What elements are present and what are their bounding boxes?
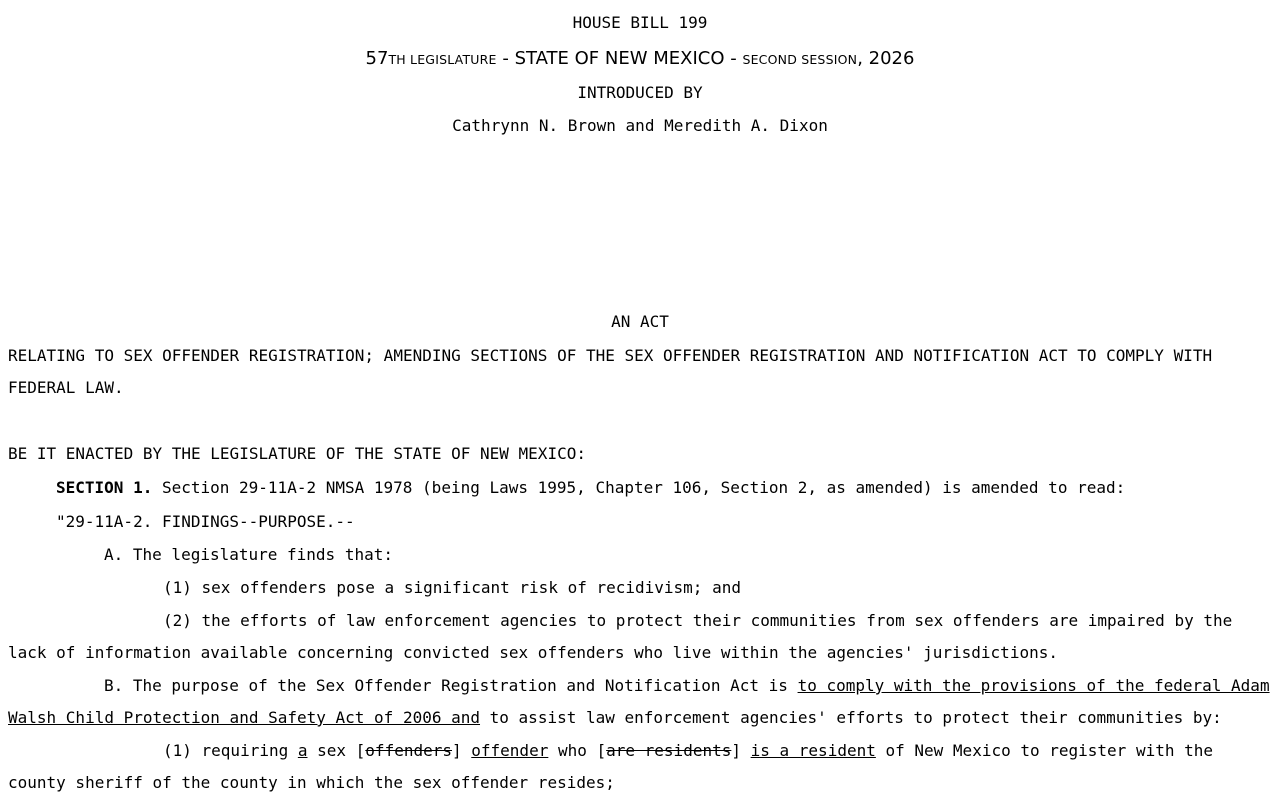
section-label: SECTION 1. (56, 478, 153, 497)
statute-heading: "29-11A-2. FINDINGS--PURPOSE.-- (56, 512, 355, 531)
legislature-word: TH LEGISLATURE (388, 52, 497, 67)
paragraph-b1-line-2: county sheriff of the county in which the sex offender resides; (8, 773, 615, 792)
paragraph-a2-line-1: (2) the efforts of law enforcement agencies to protect their communities from sex offenders are impaired by the (163, 611, 1233, 630)
text: of New Mexico to register with the (875, 741, 1214, 760)
text: (1) requiring (163, 741, 298, 760)
state-name: STATE OF NEW MEXICO (514, 48, 725, 69)
deleted-text: are residents (606, 741, 732, 760)
subsection-b-text: B. The purpose of the Sex Offender Registration and Notification Act is (104, 676, 798, 695)
inserted-text: is a resident (750, 741, 876, 760)
paragraph-a2-line-2: lack of information available concerning convicted sex offenders who live within the agencies' jurisdictions. (8, 643, 1058, 662)
text: sex [ (307, 741, 366, 760)
section-1-intro (56, 478, 1125, 498)
text: who [ (548, 741, 607, 760)
subsection-b-line-2 (8, 708, 1222, 728)
separator: - (724, 48, 743, 69)
subsection-a: A. The legislature finds that: (104, 545, 393, 564)
paragraph-a1: (1) sex offenders pose a significant risk of recidivism; and (163, 578, 741, 597)
section-text: Section 29-11A-2 NMSA 1978 (being Laws 1995, Chapter 106, Section 2, as amended) is amended to read: (152, 478, 1126, 497)
separator: - (496, 48, 515, 69)
paragraph-b1-line-1 (163, 741, 1213, 761)
legislature-line (0, 49, 1280, 70)
text: ] (452, 741, 472, 760)
session-year: , 2026 (857, 48, 915, 69)
subsection-b-line-1 (104, 676, 1270, 696)
deleted-text: offenders (365, 741, 452, 760)
act-title-line-1: RELATING TO SEX OFFENDER REGISTRATION; AMENDING SECTIONS OF THE SEX OFFENDER REGISTRATION AND NOTIFICATION ACT TO COMPLY WITH (8, 346, 1213, 365)
text: ] (731, 741, 751, 760)
inserted-text: offender (471, 741, 549, 760)
inserted-text: a (297, 741, 308, 760)
subsection-b-text: to assist law enforcement agencies' efforts to protect their communities by: (480, 708, 1222, 727)
introduced-by: INTRODUCED BY (577, 83, 703, 102)
bill-number: HOUSE BILL 199 (572, 13, 708, 32)
act-heading: AN ACT (611, 312, 669, 331)
legislature-number: 57 (365, 48, 389, 69)
enacting-clause: BE IT ENACTED BY THE LEGISLATURE OF THE STATE OF NEW MEXICO: (8, 444, 586, 463)
inserted-text: to comply with the provisions of the federal Adam (797, 676, 1270, 695)
inserted-text: Walsh Child Protection and Safety Act of 2006 and (8, 708, 481, 727)
session-word: SECOND SESSION (742, 52, 858, 67)
act-title-line-2: FEDERAL LAW. (8, 378, 124, 397)
sponsors: Cathrynn N. Brown and Meredith A. Dixon (452, 116, 828, 135)
